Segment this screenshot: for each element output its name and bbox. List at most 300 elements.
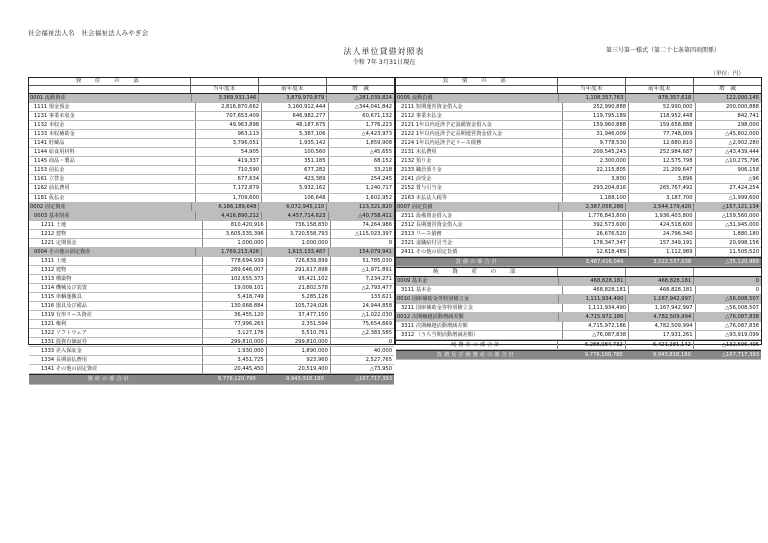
organization-name: 社会福祉法人名 社会福祉法人みやぎ会	[28, 29, 149, 37]
previous-value: 1,112,989	[628, 248, 694, 256]
row-label: 2132 預り金	[401, 158, 432, 165]
previous-value: 100,560	[261, 148, 327, 156]
table-row	[396, 130, 761, 139]
row-label: 1321 権利	[41, 321, 67, 328]
table-row	[396, 248, 761, 257]
table-row	[29, 293, 394, 302]
previous-value: 923,960	[266, 356, 330, 364]
table-row	[29, 94, 394, 103]
table-row	[29, 248, 394, 257]
previous-value: 424,518,600	[628, 221, 694, 229]
change-value: △76,087,838	[693, 313, 761, 321]
change-value: △31,945,000	[695, 221, 761, 229]
change-value: △56,008,507	[693, 295, 761, 303]
previous-value: 3,522,537,038	[625, 258, 693, 266]
previous-value: 1,615,133,487	[261, 248, 327, 256]
current-year-header: 当年度末	[212, 86, 236, 92]
table-row	[29, 103, 394, 112]
previous-value: 159,658,888	[628, 121, 694, 129]
table-row	[29, 257, 394, 266]
current-value: 3,127,176	[202, 329, 266, 337]
current-value: 7,172,879	[195, 184, 261, 192]
row-label: 1141 貯蔵品	[34, 140, 65, 147]
previous-value: 4,457,714,623	[261, 212, 327, 220]
table-row	[396, 94, 761, 103]
current-value: 293,204,816	[562, 184, 628, 192]
change-value: △4,423,973	[328, 130, 394, 138]
current-value: 1,930,000	[202, 347, 266, 355]
row-label: 1313 構築物	[41, 275, 72, 282]
table-row	[29, 166, 394, 175]
previous-value: 77,748,009	[628, 130, 694, 138]
current-value: 419,337	[195, 157, 261, 165]
row-label: 1145 商品・製品	[34, 158, 75, 165]
change-value: △35,120,989	[693, 258, 761, 266]
current-value: 130,668,884	[202, 302, 266, 310]
change-value: 0	[693, 277, 761, 285]
previous-value: 252,984,687	[628, 148, 694, 156]
row-label: 0002 固定資産	[30, 203, 66, 210]
row-label: 2121 1年以内返済予定設備資金借入金	[401, 122, 492, 129]
previous-value: 468,828,181	[628, 286, 694, 294]
previous-value: 48,187,675	[261, 121, 327, 129]
current-value: 36,455,120	[202, 311, 266, 319]
previous-value: 3,187,700	[628, 194, 694, 202]
row-label: 2152 賞与引当金	[401, 185, 442, 192]
change-value: 1,240,717	[328, 184, 394, 192]
current-value: 26,676,520	[562, 230, 628, 238]
change-value: △1,999,600	[695, 194, 761, 202]
grand-total-row: 負債及び純資産の部合計 9,776,100,780 9,943,818,180 △167,717,393	[396, 350, 761, 360]
table-row	[29, 302, 394, 311]
change-value: △96	[695, 175, 761, 183]
row-label: 1312 建物	[41, 266, 67, 273]
change-value: △159,560,000	[695, 212, 761, 220]
change-value: △1,971,891	[330, 266, 394, 274]
current-value: 289,646,007	[202, 266, 266, 274]
table-row	[396, 121, 761, 130]
change-value: 24,944,858	[330, 302, 394, 310]
row-label: 1314 機械及び装置	[41, 284, 87, 291]
row-label: 3111 基本金	[401, 286, 432, 293]
change-value: △115,023,397	[330, 230, 394, 238]
change-value: 0	[330, 338, 394, 346]
table-row	[396, 331, 761, 340]
current-value: 1,709,600	[195, 194, 261, 202]
change-value: 154,079,941	[328, 248, 394, 256]
previous-value: 1,936,403,800	[628, 212, 694, 220]
previous-value: 37,477,150	[266, 311, 330, 319]
unit-label: （単位：円）	[710, 71, 744, 77]
previous-value: 5,932,162	[261, 184, 327, 192]
change-value: 60,671,132	[328, 112, 394, 120]
change-header: 増 減	[352, 86, 369, 92]
current-value: 49,963,898	[195, 121, 261, 129]
previous-value: 5,510,761	[266, 329, 330, 337]
table-row	[29, 356, 394, 365]
row-label: 0004 その他の固定資産	[34, 248, 91, 255]
table-row	[29, 112, 394, 121]
row-label: 1322 ソフトウェア	[41, 330, 87, 337]
row-label: 0007 固定負債	[397, 203, 433, 210]
current-value: 1,111,934,490	[558, 295, 626, 303]
current-value: 4,416,890,212	[195, 212, 261, 220]
previous-year-header: 前年度末	[281, 86, 304, 92]
row-label: 1311 土地	[41, 257, 67, 264]
table-row	[396, 112, 761, 121]
row-label: 1153 前払金	[34, 167, 65, 174]
page-title: 法人単位貸借対照表	[343, 47, 425, 56]
previous-value: 95,421,102	[266, 275, 330, 283]
table-row	[29, 338, 394, 347]
table-row	[29, 320, 394, 329]
change-value: △43,439,444	[695, 148, 761, 156]
table-row	[396, 230, 761, 239]
form-number: 第三号第一様式（第二十七条第四項関係）	[605, 47, 720, 54]
current-value: 54,905	[195, 148, 261, 156]
row-label: 0009 基本金	[397, 277, 428, 284]
change-value: 1,602,952	[328, 194, 394, 202]
table-row	[396, 239, 761, 248]
current-value: 6,186,189,648	[191, 203, 259, 211]
row-label: 1316 器具及び備品	[41, 303, 87, 310]
previous-value: 2,544,179,420	[625, 203, 693, 211]
table-row	[29, 365, 394, 374]
current-value: 4,715,972,186	[558, 313, 626, 321]
change-value: 27,424,254	[695, 184, 761, 192]
current-value: 3,487,416,049	[558, 258, 626, 266]
current-value: 468,828,181	[562, 286, 628, 294]
previous-value: 12,680,810	[628, 139, 694, 147]
row-label: 0001 流動資産	[30, 95, 66, 101]
table-row	[29, 284, 394, 293]
liabilities-half	[396, 78, 761, 359]
current-value: 2,816,870,662	[195, 103, 261, 111]
table-row	[396, 221, 761, 230]
change-value: 20,998,156	[695, 239, 761, 247]
assets-column-header	[29, 78, 394, 94]
current-value: △76,087,838	[562, 331, 628, 339]
change-value: △40,758,411	[328, 212, 394, 220]
table-row	[396, 166, 761, 175]
table-row	[29, 130, 394, 139]
change-value: △2,383,585	[330, 329, 394, 337]
previous-value: 105,724,026	[266, 302, 330, 310]
current-value: 20,445,450	[202, 365, 266, 373]
current-value: 2,387,058,286	[558, 203, 626, 211]
row-label: 1181 仮払金	[34, 194, 65, 201]
table-row	[29, 194, 394, 203]
table-row	[396, 212, 761, 221]
table-row	[29, 212, 394, 221]
change-value: 0	[695, 286, 761, 294]
previous-value: 3,879,970,879	[258, 94, 326, 102]
change-value: △344,041,842	[328, 103, 394, 111]
table-row	[29, 184, 394, 193]
previous-value: 20,519,400	[266, 365, 330, 373]
net-assets-total-row: 純資産の部合計 6,288,084,732 6,421,281,142 △132,596,405	[396, 340, 761, 350]
change-value: 133,621	[330, 293, 394, 301]
current-value: 252,990,888	[562, 103, 628, 111]
balance-sheet-table	[28, 77, 762, 383]
previous-value: 1,167,942,997	[625, 295, 693, 303]
current-value: 963,113	[195, 130, 261, 138]
previous-value: 265,767,492	[628, 184, 694, 192]
previous-value: 5,285,128	[266, 293, 330, 301]
table-row	[396, 175, 761, 184]
table-row	[29, 175, 394, 184]
net-assets-section-header: 純 資 産 の 部	[396, 267, 761, 277]
previous-value: 6,072,945,110	[258, 203, 326, 211]
row-label: 0010 国庫補助金等特別積立金	[397, 296, 469, 303]
previous-value: 3,896	[628, 175, 694, 183]
previous-value: 52,990,000	[628, 103, 694, 111]
previous-year-header: 前年度末	[648, 86, 671, 92]
table-row	[29, 329, 394, 338]
change-value: 906,158	[695, 166, 761, 174]
table-row	[396, 277, 761, 286]
change-value: 113,321,820	[326, 203, 394, 211]
current-value: 1,776,843,800	[562, 212, 628, 220]
current-value: 5,418,749	[202, 293, 266, 301]
table-row	[29, 275, 394, 284]
current-value: 3,605,535,396	[202, 230, 266, 238]
row-label: 2163 未払法人税等	[401, 194, 447, 201]
previous-value: 2,351,594	[266, 320, 330, 328]
row-label: 1162 前払費用	[34, 185, 70, 192]
change-value: 298,000	[695, 121, 761, 129]
current-value: 710,590	[195, 166, 261, 174]
change-header: 増 減	[719, 86, 736, 92]
row-label: 1133 未収補助金	[34, 131, 75, 138]
current-value: 3,800	[562, 175, 628, 183]
current-value: 119,795,189	[562, 112, 628, 120]
current-value: 1,188,100	[562, 194, 628, 202]
change-value: 842,741	[695, 112, 761, 120]
previous-value: 4,782,509,994	[625, 313, 693, 321]
assets-rows	[29, 94, 394, 374]
previous-value: 677,282	[261, 166, 327, 174]
previous-value: 157,349,191	[628, 239, 694, 247]
current-value: 209,545,243	[562, 148, 628, 156]
row-label: 3311 次期繰越活動増減差額	[401, 323, 468, 330]
row-label: 1319 有形リース資産	[41, 312, 92, 319]
row-label: 1132 未収金	[34, 122, 65, 129]
row-label: 2122 1年以内返済予定長期運営資金借入金	[401, 131, 503, 138]
current-value: 707,653,409	[195, 112, 261, 120]
current-value: 677,634	[195, 175, 261, 183]
current-value: 4,715,972,186	[562, 322, 628, 330]
row-label: 2131 未払費用	[401, 149, 437, 156]
net-assets-rows	[396, 277, 761, 340]
table-row	[29, 239, 394, 248]
current-value: 3,451,725	[202, 356, 266, 364]
row-label: 0012 次期繰越活動増減差額	[397, 314, 464, 321]
row-label: 1331 投資有価証券	[41, 339, 87, 346]
change-value: 7,234,271	[330, 275, 394, 283]
row-label: 1333 差入保証金	[41, 348, 82, 355]
previous-value: 299,810,000	[266, 338, 330, 346]
change-value: 254,245	[328, 175, 394, 183]
previous-value: 21,802,578	[266, 284, 330, 292]
previous-value: 4,782,509,994	[628, 322, 694, 330]
row-label: 1221 定期預金	[41, 239, 77, 246]
previous-value: 17,931,261	[628, 331, 694, 339]
table-row	[396, 286, 761, 295]
current-value: 1,108,357,763	[558, 94, 626, 102]
liabilities-column-header	[396, 78, 761, 94]
table-row	[29, 121, 394, 130]
previous-value: 21,209,647	[628, 166, 694, 174]
table-row	[29, 266, 394, 275]
current-value: 778,694,939	[202, 257, 266, 265]
row-label: 2312 長期運営資金借入金	[401, 221, 463, 228]
current-value: 31,946,009	[562, 130, 628, 138]
change-value: 74,264,986	[330, 221, 394, 229]
change-value: △56,008,507	[695, 304, 761, 312]
liabilities-rows	[396, 94, 761, 267]
change-value: 0	[330, 239, 394, 247]
row-label: 0005 流動負債	[397, 95, 433, 101]
table-row	[29, 221, 394, 230]
change-value: △45,802,000	[695, 130, 761, 138]
row-label: 1212 建物	[41, 230, 67, 237]
change-value: △45,655	[328, 148, 394, 156]
change-value: 33,218	[328, 166, 394, 174]
previous-value: 291,617,898	[266, 266, 330, 274]
table-row	[29, 230, 394, 239]
change-value: △281,039,824	[326, 94, 394, 102]
row-label: 1334 長期前払費用	[41, 357, 87, 364]
table-row	[29, 203, 394, 212]
table-row	[396, 322, 761, 331]
change-value: △76,087,838	[695, 322, 761, 330]
table-row	[396, 184, 761, 193]
assets-half	[29, 78, 396, 383]
change-value: 75,654,669	[330, 320, 394, 328]
current-value: 2,300,000	[562, 157, 628, 165]
current-value: 22,115,805	[562, 166, 628, 174]
row-label: 1161 立替金	[34, 176, 65, 183]
assets-total-row: 資産の部合計 9,776,120,790 9,943,918,180 △167,717,393	[29, 374, 394, 384]
change-value: △1,022,030	[330, 311, 394, 319]
current-value: 19,009,101	[202, 284, 266, 292]
previous-value: 1,935,142	[261, 139, 327, 147]
change-value: 51,785,030	[330, 257, 394, 265]
current-value: 299,810,000	[202, 338, 266, 346]
previous-value: 351,185	[261, 157, 327, 165]
previous-value: 978,357,618	[625, 94, 693, 102]
current-year-header: 当年度末	[579, 86, 603, 92]
change-value: △2,902,280	[695, 139, 761, 147]
previous-value: 1,167,942,997	[628, 304, 694, 312]
current-value: 3,389,931,146	[191, 94, 259, 102]
row-label: 3211 国庫補助金等特別積立金	[401, 305, 473, 312]
table-row	[396, 304, 761, 313]
table-row	[396, 313, 761, 322]
table-row	[396, 295, 761, 304]
current-value: 178,347,347	[562, 239, 628, 247]
row-label: 0003 基本財産	[34, 212, 70, 219]
current-value: 1,769,213,426	[195, 248, 261, 256]
row-label: 負債の部合計	[455, 258, 499, 265]
row-label: 2141 前受金	[401, 176, 432, 183]
table-row	[396, 203, 761, 212]
row-label: 2112 事業未払金	[401, 113, 442, 120]
previous-value: 12,575,798	[628, 157, 694, 165]
row-label: 1131 事業未収金	[34, 113, 75, 120]
current-value: 810,420,916	[202, 221, 266, 229]
table-row	[29, 311, 394, 320]
change-value: △157,121,134	[693, 203, 761, 211]
change-value: 40,000	[330, 347, 394, 355]
current-value: 159,960,888	[562, 121, 628, 129]
previous-value: 3,720,558,793	[266, 230, 330, 238]
row-label: 2311 設備資金借入金	[401, 212, 453, 219]
assets-section-label: 資 産 の 部	[29, 78, 190, 86]
previous-value: 1,890,000	[266, 347, 330, 355]
table-row	[396, 257, 761, 267]
table-row	[396, 148, 761, 157]
previous-value: 423,389	[261, 175, 327, 183]
change-value: 2,527,765	[330, 356, 394, 364]
current-value: 1,000,000	[202, 239, 266, 247]
row-label: 2133 職員預り金	[401, 167, 442, 174]
row-label: 3312 （うち当期活動増減差額）	[401, 332, 479, 339]
table-row	[29, 139, 394, 148]
row-label: 2124 1年以内返済予定リース債務	[401, 140, 482, 147]
current-value: 102,655,373	[202, 275, 266, 283]
table-row	[29, 347, 394, 356]
change-value: 1,880,180	[695, 230, 761, 238]
liabilities-section-label: 負 債 の 部	[396, 78, 557, 86]
change-value: 1,776,223	[328, 121, 394, 129]
row-label: 2313 リース債務	[401, 230, 442, 237]
previous-value: 3,160,912,444	[261, 103, 327, 111]
current-value: 77,996,263	[202, 320, 266, 328]
change-value: 200,000,888	[695, 103, 761, 111]
current-value: 392,573,600	[562, 221, 628, 229]
change-value: △93,919,099	[695, 331, 761, 339]
change-value: △73,950	[330, 365, 394, 373]
row-label: 1144 給食用材料	[34, 149, 75, 156]
current-value: 9,778,530	[562, 139, 628, 147]
table-row	[29, 148, 394, 157]
change-value: 11,505,520	[695, 248, 761, 256]
row-label: 1341 その他の固定資産	[41, 366, 98, 373]
previous-value: 736,158,830	[266, 221, 330, 229]
table-row	[396, 157, 761, 166]
current-value: 3,796,051	[195, 139, 261, 147]
table-row	[29, 157, 394, 166]
row-label: 2411 その他の固定負債	[401, 248, 458, 255]
current-value: 468,828,181	[558, 277, 626, 285]
previous-value: 5,387,106	[261, 130, 327, 138]
change-value: △2,793,477	[330, 284, 394, 292]
previous-value: 24,796,340	[628, 230, 694, 238]
as-of-date: 令和 7年 3月31日現在	[352, 59, 416, 66]
previous-value: 468,828,181	[625, 277, 693, 285]
previous-value: 106,648	[261, 194, 327, 202]
change-value: 68,152	[328, 157, 394, 165]
current-value: 1,111,934,490	[562, 304, 628, 312]
previous-value: 1,000,000	[266, 239, 330, 247]
row-label: 2111 短期運営資金借入金	[401, 104, 463, 111]
current-value: 12,618,489	[562, 248, 628, 256]
table-row	[396, 103, 761, 112]
previous-value: 726,839,899	[266, 257, 330, 265]
table-row	[396, 194, 761, 203]
